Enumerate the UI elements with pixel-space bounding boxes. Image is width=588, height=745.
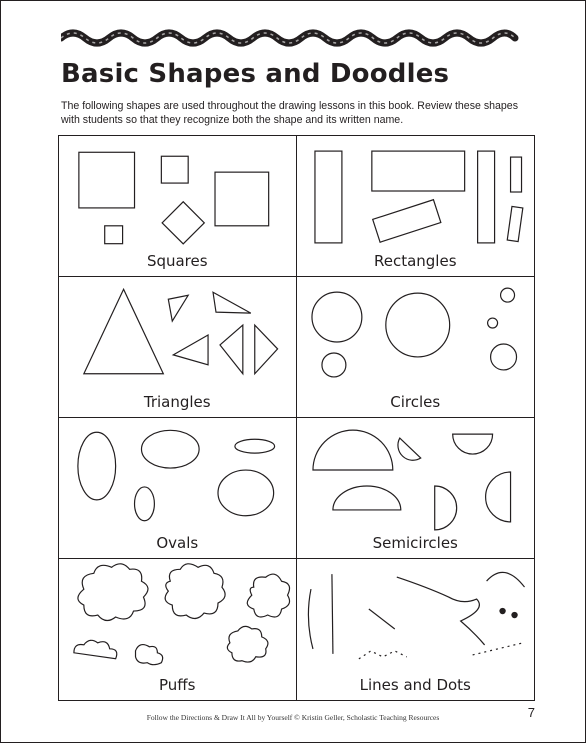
rectangles-illustration xyxy=(297,136,535,254)
semicircle-large-dome xyxy=(312,430,392,470)
oval-large-right xyxy=(218,470,274,516)
squares-illustration xyxy=(59,136,296,254)
cell-squares xyxy=(59,136,297,277)
label-triangles: Triangles xyxy=(143,393,211,411)
square-large-left xyxy=(79,152,135,208)
puff-small-bottom-middle xyxy=(136,645,163,665)
square-diamond xyxy=(162,202,204,244)
dot-right xyxy=(511,612,517,618)
label-squares: Squares xyxy=(146,252,208,270)
semicircle-right-facing xyxy=(434,486,456,530)
label-circles: Circles xyxy=(390,393,441,411)
rectangle-wide-top xyxy=(371,151,464,191)
label-ovals: Ovals xyxy=(156,534,199,552)
oval-wide-top xyxy=(141,430,199,468)
circle-medium-left xyxy=(311,292,361,342)
line-straight-vertical xyxy=(331,574,332,654)
circle-small-right xyxy=(490,344,516,370)
page-number: 7 xyxy=(527,705,535,720)
line-wavy xyxy=(396,577,484,645)
square-small-top xyxy=(161,156,188,183)
triangle-large xyxy=(84,289,163,373)
circle-large xyxy=(385,293,449,357)
triangle-small-top xyxy=(168,295,188,321)
label-lines-and-dots: Lines and Dots xyxy=(359,676,471,694)
label-rectangles: Rectangles xyxy=(373,252,457,270)
triangle-long-right xyxy=(213,292,251,313)
footer-credit: Follow the Directions & Draw It All by Yourself © Kristin Geller, Scholastic Teaching Resources xyxy=(146,713,440,722)
shapes-grid xyxy=(58,135,535,701)
oval-small-vertical xyxy=(135,487,155,521)
cell-puffs xyxy=(59,559,297,700)
rectangle-tilted xyxy=(372,200,440,243)
square-tiny xyxy=(105,226,123,244)
lines-and-dots-illustration xyxy=(297,559,535,677)
circle-tiny-top xyxy=(500,288,514,302)
semicircle-flat-bottom xyxy=(332,486,400,510)
decorative-wave-border xyxy=(61,26,531,48)
rectangle-tall-left xyxy=(314,151,341,243)
cell-semicircles xyxy=(297,418,535,559)
cell-triangles xyxy=(59,277,297,418)
dotted-zigzag xyxy=(358,651,406,659)
oval-tall xyxy=(78,432,116,500)
semicircle-small-tilted xyxy=(397,438,420,460)
label-puffs: Puffs xyxy=(159,676,196,694)
circle-small-left xyxy=(321,353,345,377)
square-large-right xyxy=(215,172,269,226)
rectangle-tall-thin xyxy=(477,151,494,243)
triangle-pair-left xyxy=(220,325,243,374)
cell-lines-and-dots xyxy=(297,559,535,700)
oval-flat-top-right xyxy=(235,439,275,453)
dotted-line-right xyxy=(472,643,522,655)
triangle-left-pointing xyxy=(173,335,208,365)
puff-small-bottom-left xyxy=(74,640,117,658)
puff-medium-right xyxy=(247,574,289,617)
puffs-illustration xyxy=(59,559,296,677)
circles-illustration xyxy=(297,277,535,395)
rectangle-small-tilted xyxy=(507,206,523,241)
semicircles-illustration xyxy=(297,418,535,536)
dot-left xyxy=(499,608,505,614)
semicircle-left-facing xyxy=(485,472,510,522)
circle-tiny-right xyxy=(487,318,497,328)
cell-circles xyxy=(297,277,535,418)
puff-medium-bottom-right xyxy=(227,626,268,662)
intro-text: The following shapes are used throughout the drawing lessons in this book. Review these shapes with students so that they recognize both the shape and its written name. xyxy=(61,100,518,126)
cell-ovals xyxy=(59,418,297,559)
page-title: Basic Shapes and Doodles xyxy=(61,59,450,89)
triangles-illustration xyxy=(59,277,296,395)
line-arc xyxy=(486,572,524,587)
rectangle-small-top-right xyxy=(510,157,521,192)
ovals-illustration xyxy=(59,418,296,536)
line-curved-left xyxy=(308,589,313,649)
cell-rectangles xyxy=(297,136,535,277)
puff-large-left xyxy=(78,564,148,621)
line-diagonal xyxy=(368,609,394,629)
puff-large-middle xyxy=(165,564,225,619)
semicircle-bowl xyxy=(452,434,492,454)
label-semicircles: Semicircles xyxy=(372,534,458,552)
triangle-pair-right xyxy=(255,325,278,374)
